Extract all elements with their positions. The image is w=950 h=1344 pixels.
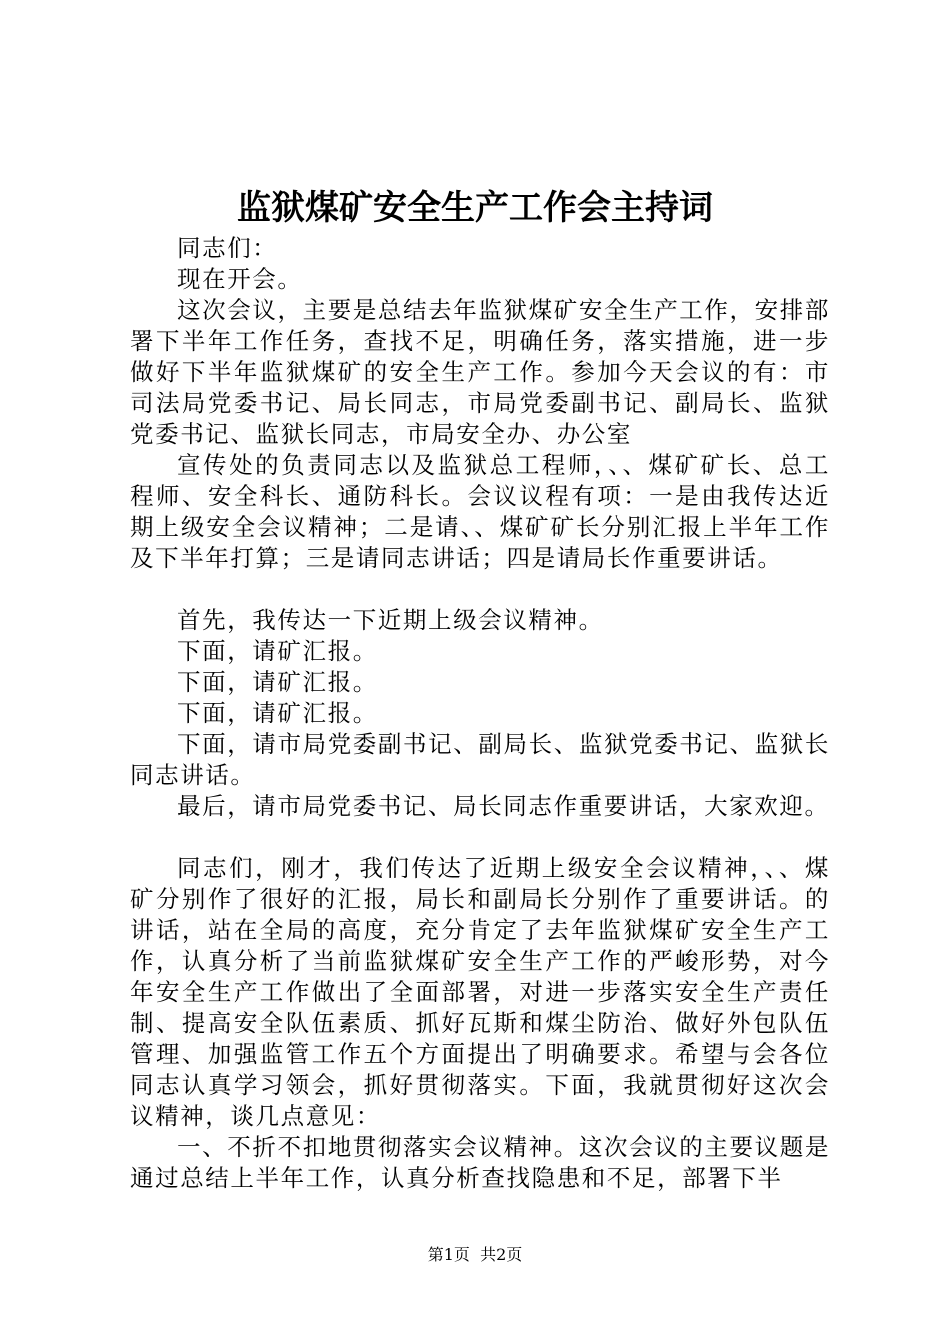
document-body (130, 233, 830, 1194)
paragraph-report-3: 下面，请矿汇报。 (177, 699, 378, 727)
paragraph-final-speech: 最后，请市局党委书记、局长同志作重要讲话，大家欢迎。 (177, 792, 830, 820)
page-footer (0, 1244, 950, 1266)
page-number: 第1页 (427, 1245, 470, 1264)
page-total: 共2页 (480, 1245, 523, 1264)
paragraph-first: 首先，我传达一下近期上级会议精神。 (177, 606, 604, 634)
paragraph-opening: 现在开会。 (177, 265, 303, 293)
document-title: 监狱煤矿安全生产工作会主持词 (237, 188, 713, 228)
paragraph-point-one: 一、不折不扣地贯彻落实会议精神。这次会议的主要议题是通过总结上半年工作，认真分析查找隐患和不足，部署下半 (130, 1133, 830, 1192)
paragraph-summary: 同志们，刚才，我们传达了近期上级安全会议精神，、、煤矿分别作了很好的汇报，局长和副局长分别作了重要讲话。的讲话，站在全局的高度，充分肯定了去年监狱煤矿安全生产工作，认真分析了当前监狱煤矿安全生产工作的严峻形势，对今年安全生产工作做出了全面部署，对进一步落实安全生产责任制、提高安全队伍素质、抓好瓦斯和煤尘防治、做好外包队伍管理、加强监管工作五个方面提出了明确要求。希望与会各位同志认真学习领会，抓好贯彻落实。下面，我就贯彻好这次会议精神，谈几点意见： (130, 854, 830, 1130)
paragraph-report-1: 下面，请矿汇报。 (177, 637, 378, 665)
paragraph-purpose: 这次会议，主要是总结去年监狱煤矿安全生产工作，安排部署下半年工作任务，查找不足，明确任务，落实措施，进一步做好下半年监狱煤矿的安全生产工作。参加今天会议的有：市司法局党委书记、局长同志，市局党委副书记、副局长、监狱党委书记、监狱长同志，市局安全办、办公室 (130, 296, 830, 448)
paragraph-greeting: 同志们： (177, 234, 278, 262)
paragraph-agenda: 宣传处的负责同志以及监狱总工程师，、、煤矿矿长、总工程师、安全科长、通防科长。会议议程有项：一是由我传达近期上级安全会议精神；二是请、、煤矿矿长分别汇报上半年工作及下半年打算；三是请同志讲话；四是请局长作重要讲话。 (130, 451, 830, 572)
paragraph-speech: 下面，请市局党委副书记、副局长、监狱党委书记、监狱长同志讲话。 (130, 730, 830, 789)
paragraph-report-2: 下面，请矿汇报。 (177, 668, 378, 696)
